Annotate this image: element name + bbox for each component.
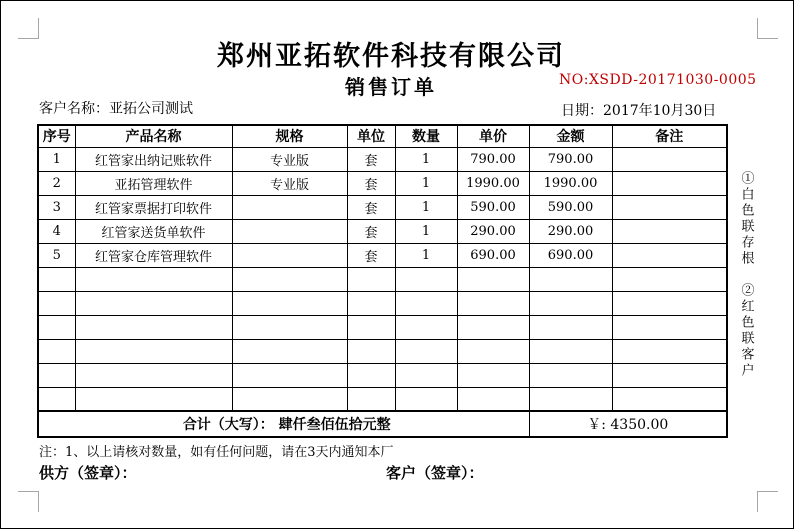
order-table-total <box>38 411 727 437</box>
table-cell <box>395 339 457 363</box>
table-cell <box>395 315 457 339</box>
customer-label: 客户名称： <box>39 101 109 117</box>
table-cell: 套 <box>347 147 395 171</box>
table-cell <box>232 387 347 411</box>
total-in-words: 合计（大写）： 肆仟叁佰伍拾元整 <box>38 411 529 437</box>
col-header-product: 产品名称 <box>75 125 232 147</box>
table-cell <box>75 363 232 387</box>
customer-value: 亚拓公司测试 <box>109 101 193 117</box>
table-cell: 1 <box>395 243 457 267</box>
total-row <box>38 411 727 437</box>
table-cell <box>529 363 612 387</box>
customer-signature-label: 客户（签章）： <box>386 464 484 482</box>
table-cell <box>529 315 612 339</box>
table-cell <box>457 363 529 387</box>
table-cell <box>347 363 395 387</box>
table-cell <box>75 387 232 411</box>
table-row <box>38 243 727 267</box>
table-cell <box>612 291 727 315</box>
order-table <box>37 124 728 438</box>
table-cell: 红管家仓库管理软件 <box>75 243 232 267</box>
date-label: 日期： <box>561 103 603 119</box>
table-cell <box>232 315 347 339</box>
table-cell: 690.00 <box>457 243 529 267</box>
table-cell <box>38 363 75 387</box>
doc-title: 销售订单 <box>345 75 437 99</box>
table-cell <box>457 267 529 291</box>
table-cell: 290.00 <box>529 219 612 243</box>
table-cell: 1 <box>395 195 457 219</box>
table-cell: 4 <box>38 219 75 243</box>
table-cell <box>612 339 727 363</box>
table-cell: 590.00 <box>529 195 612 219</box>
table-cell: 790.00 <box>529 147 612 171</box>
table-cell <box>232 291 347 315</box>
col-header-unit: 单位 <box>347 125 395 147</box>
table-cell: 亚拓管理软件 <box>75 171 232 195</box>
table-cell: 690.00 <box>529 243 612 267</box>
footer-note: 注：1、以上请核对数量，如有任何问题，请在3天内通知本厂 <box>39 445 394 460</box>
table-cell <box>75 339 232 363</box>
col-header-seq: 序号 <box>38 125 75 147</box>
table-cell <box>232 243 347 267</box>
table-cell <box>612 363 727 387</box>
table-cell: 1990.00 <box>529 171 612 195</box>
table-cell: 2 <box>38 171 75 195</box>
table-cell: 套 <box>347 219 395 243</box>
company-title: 郑州亚拓软件科技有限公司 <box>217 41 565 72</box>
table-cell: 红管家出纳记账软件 <box>75 147 232 171</box>
table-cell <box>612 219 727 243</box>
copy-instructions <box>732 171 760 379</box>
order-table-header <box>38 125 727 147</box>
table-cell <box>529 387 612 411</box>
table-cell <box>395 267 457 291</box>
table-cell: 红管家票据打印软件 <box>75 195 232 219</box>
table-cell <box>612 387 727 411</box>
col-header-spec: 规格 <box>232 125 347 147</box>
table-row-empty <box>38 315 727 339</box>
table-cell: 1990.00 <box>457 171 529 195</box>
copy-red-customer: ②红色联客户 <box>738 283 754 379</box>
table-cell: 590.00 <box>457 195 529 219</box>
total-amount: ￥: 4350.00 <box>529 411 727 437</box>
table-cell: 5 <box>38 243 75 267</box>
table-cell <box>529 267 612 291</box>
table-cell: 1 <box>38 147 75 171</box>
table-row <box>38 195 727 219</box>
table-row <box>38 171 727 195</box>
table-cell <box>347 291 395 315</box>
table-cell <box>347 267 395 291</box>
table-cell <box>347 339 395 363</box>
table-cell <box>612 267 727 291</box>
table-cell <box>38 339 75 363</box>
table-cell <box>457 339 529 363</box>
table-row-empty <box>38 291 727 315</box>
table-cell <box>457 315 529 339</box>
table-cell <box>529 339 612 363</box>
crop-mark-bottom-right <box>757 491 778 512</box>
table-cell <box>529 291 612 315</box>
table-cell <box>38 387 75 411</box>
table-cell <box>347 387 395 411</box>
table-cell: 套 <box>347 195 395 219</box>
table-cell <box>395 387 457 411</box>
table-cell <box>232 219 347 243</box>
table-cell <box>612 315 727 339</box>
crop-mark-bottom-left <box>18 491 39 512</box>
order-number: NO:XSDD-20171030-0005 <box>559 72 757 88</box>
table-cell: 790.00 <box>457 147 529 171</box>
table-cell <box>232 195 347 219</box>
order-table-body <box>38 147 727 411</box>
col-header-remark: 备注 <box>612 125 727 147</box>
table-cell: 1 <box>395 219 457 243</box>
table-cell: 红管家送货单软件 <box>75 219 232 243</box>
order-date <box>561 100 716 120</box>
col-header-price: 单价 <box>457 125 529 147</box>
table-cell <box>395 291 457 315</box>
table-cell <box>232 339 347 363</box>
table-cell <box>347 315 395 339</box>
table-cell <box>232 267 347 291</box>
table-cell: 专业版 <box>232 171 347 195</box>
customer-name <box>39 98 193 118</box>
table-cell <box>395 363 457 387</box>
table-cell: 3 <box>38 195 75 219</box>
table-cell <box>612 147 727 171</box>
table-cell <box>75 315 232 339</box>
table-cell: 290.00 <box>457 219 529 243</box>
table-row-empty <box>38 339 727 363</box>
table-cell <box>612 171 727 195</box>
table-cell <box>612 243 727 267</box>
table-cell <box>38 267 75 291</box>
table-cell: 1 <box>395 171 457 195</box>
col-header-qty: 数量 <box>395 125 457 147</box>
table-cell: 1 <box>395 147 457 171</box>
table-cell <box>38 315 75 339</box>
table-row <box>38 147 727 171</box>
table-cell <box>457 291 529 315</box>
table-row-empty <box>38 363 727 387</box>
supplier-signature-label: 供方（签章）： <box>39 464 137 482</box>
date-value: 2017年10月30日 <box>603 103 717 119</box>
table-cell: 套 <box>347 171 395 195</box>
col-header-amount: 金额 <box>529 125 612 147</box>
copy-white-stub: ①白色联存根 <box>738 171 754 267</box>
table-cell: 套 <box>347 243 395 267</box>
table-row-empty <box>38 387 727 411</box>
table-cell <box>38 291 75 315</box>
table-cell <box>75 291 232 315</box>
header-row <box>38 125 727 147</box>
table-row <box>38 219 727 243</box>
table-row-empty <box>38 267 727 291</box>
table-cell <box>75 267 232 291</box>
table-cell <box>612 195 727 219</box>
table-cell: 专业版 <box>232 147 347 171</box>
table-cell <box>232 363 347 387</box>
table-cell <box>457 387 529 411</box>
